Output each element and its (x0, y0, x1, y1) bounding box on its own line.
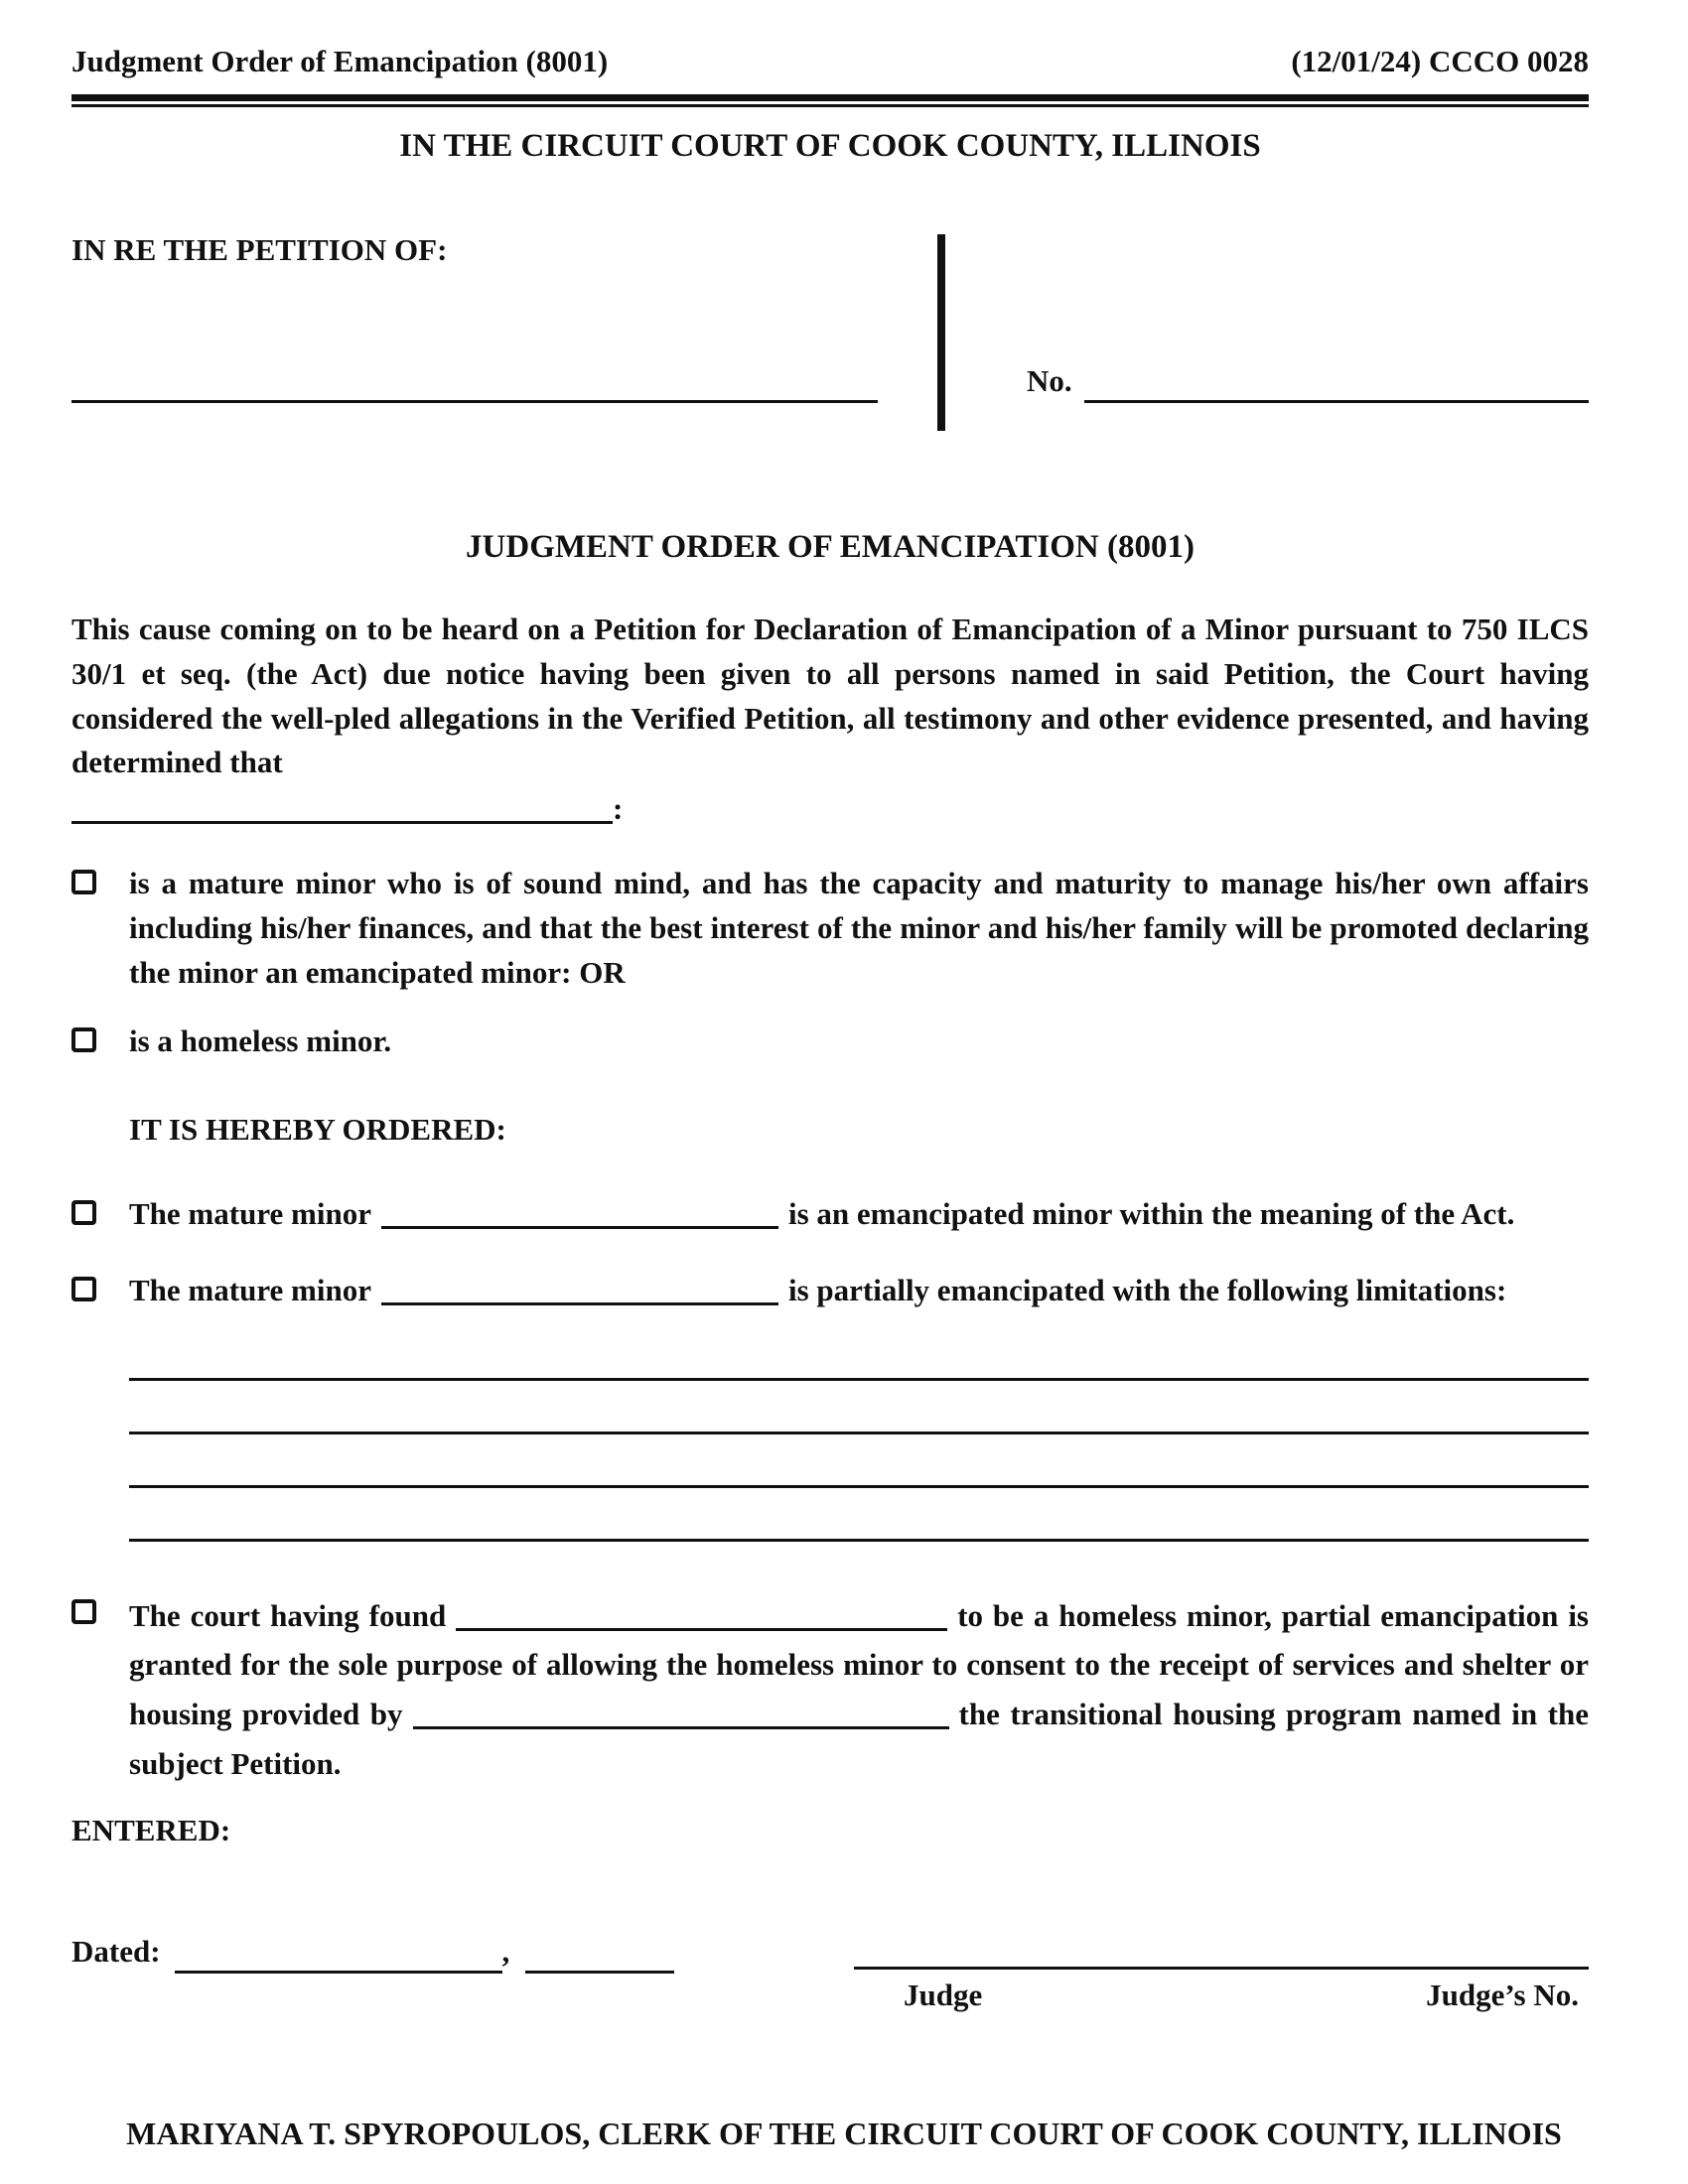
dated-separator: , (501, 1934, 510, 1969)
entered-label: ENTERED: (71, 1813, 231, 1847)
order-partial-text-before: The mature minor (129, 1272, 371, 1307)
order-partial-text-after: is partially emancipated with the following limitations: (787, 1272, 1507, 1307)
dated-label: Dated: (71, 1934, 161, 1969)
determined-name-input-line[interactable] (71, 790, 613, 824)
judge-no-label: Judge’s No. (1426, 1978, 1579, 2012)
homeless-minor-name-input-line[interactable] (456, 1597, 947, 1631)
order-partial-row (71, 1269, 1589, 1313)
order-emancipated-checkbox[interactable] (71, 1200, 96, 1225)
form-header (71, 40, 1589, 84)
finding-mature-minor-text: is a mature minor who is of sound mind, and has the capacity and maturity to manage his/her own affairs including his/her finances, and that the best interest of the minor and his/her family will be promoted declaring the minor an emancipated minor: OR (129, 866, 1589, 991)
case-no-label: No. (1027, 362, 1072, 398)
court-title: IN THE CIRCUIT COURT OF COOK COUNTY, ILLINOIS (399, 127, 1261, 164)
limitations-line-4[interactable] (129, 1488, 1589, 1542)
judge-signature-line[interactable] (854, 1930, 1589, 1970)
form-title: JUDGMENT ORDER OF EMANCIPATION (8001) (466, 528, 1195, 565)
finding-mature-minor-row (71, 862, 1589, 996)
order-homeless-text-after: the transitional housing program named in the subject Petition. (129, 1697, 1590, 1781)
clerk-footer: MARIYANA T. SPYROPOULOS, CLERK OF THE CIRCUIT COURT OF COOK COUNTY, ILLINOIS (126, 2115, 1562, 2151)
finding-homeless-minor-text: is a homeless minor. (129, 1024, 392, 1059)
order-homeless-partial-checkbox[interactable] (71, 1599, 96, 1624)
dated-signature-row (71, 1930, 1589, 2018)
homeless-minor-checkbox[interactable] (71, 1027, 96, 1052)
ordered-heading: IT IS HEREBY ORDERED: (129, 1112, 506, 1148)
form-name: Judgment Order of Emancipation (8001) (71, 44, 609, 78)
intro-blank-row (71, 787, 1589, 832)
in-re-label: IN RE THE PETITION OF: (71, 231, 448, 267)
order-emancipated-text-after: is an emancipated minor within the meaning of the Act. (787, 1196, 1515, 1231)
order-emancipated-row (71, 1192, 1589, 1237)
order-homeless-partial-row (71, 1591, 1589, 1788)
order-homeless-text-before: The court having found (129, 1597, 447, 1633)
limitations-line-3[interactable] (129, 1434, 1589, 1488)
mature-minor-checkbox[interactable] (71, 870, 96, 894)
partial-minor-name-input-line[interactable] (381, 1272, 778, 1305)
order-emancipated-text (129, 1192, 1589, 1237)
limitations-line-1[interactable] (129, 1327, 1589, 1381)
order-partial-checkbox[interactable] (71, 1277, 96, 1301)
order-partial-text (129, 1269, 1589, 1313)
case-number-group (1027, 359, 1589, 403)
dated-group (71, 1930, 674, 1974)
judge-labels-row (854, 1970, 1589, 2018)
dated-year-input-line[interactable] (525, 1930, 674, 1974)
case-number-input-line[interactable] (1084, 359, 1589, 403)
housing-provider-input-line[interactable] (413, 1696, 949, 1729)
form-code: (12/01/24) CCCO 0028 (1291, 44, 1589, 78)
dated-date-input-line[interactable] (175, 1930, 502, 1974)
limitations-lines (129, 1327, 1589, 1542)
judge-label: Judge (904, 1978, 983, 2012)
caption-divider-bar (937, 234, 945, 431)
order-homeless-text-middle: to be a homeless minor, partial emancipation is granted for the sole purpose of allowing the homeless minor to consent to the receipt of services and shelter or housing provided by (129, 1597, 1589, 1732)
petitioner-name-input-line[interactable] (71, 359, 878, 403)
intro-colon: : (613, 791, 624, 827)
limitations-line-2[interactable] (129, 1381, 1589, 1434)
intro-paragraph: This cause coming on to be heard on a Petition for Declaration of Emancipation of a Minor pursuant to 750 ILCS 30/1 et seq. (the Act) due notice having been given to all persons named in said Petition, the Court having considered the well-pled allegations in the Verified Petition, all testimony and other evidence presented, and having determined that (71, 611, 1589, 780)
header-divider (71, 94, 1589, 107)
judge-signature-block (854, 1930, 1589, 2018)
emancipated-minor-name-input-line[interactable] (381, 1195, 778, 1229)
finding-homeless-minor-row (71, 1020, 1589, 1064)
order-emancipated-text-before: The mature minor (129, 1196, 371, 1231)
order-homeless-partial-text (129, 1591, 1589, 1788)
case-caption (71, 228, 1589, 439)
